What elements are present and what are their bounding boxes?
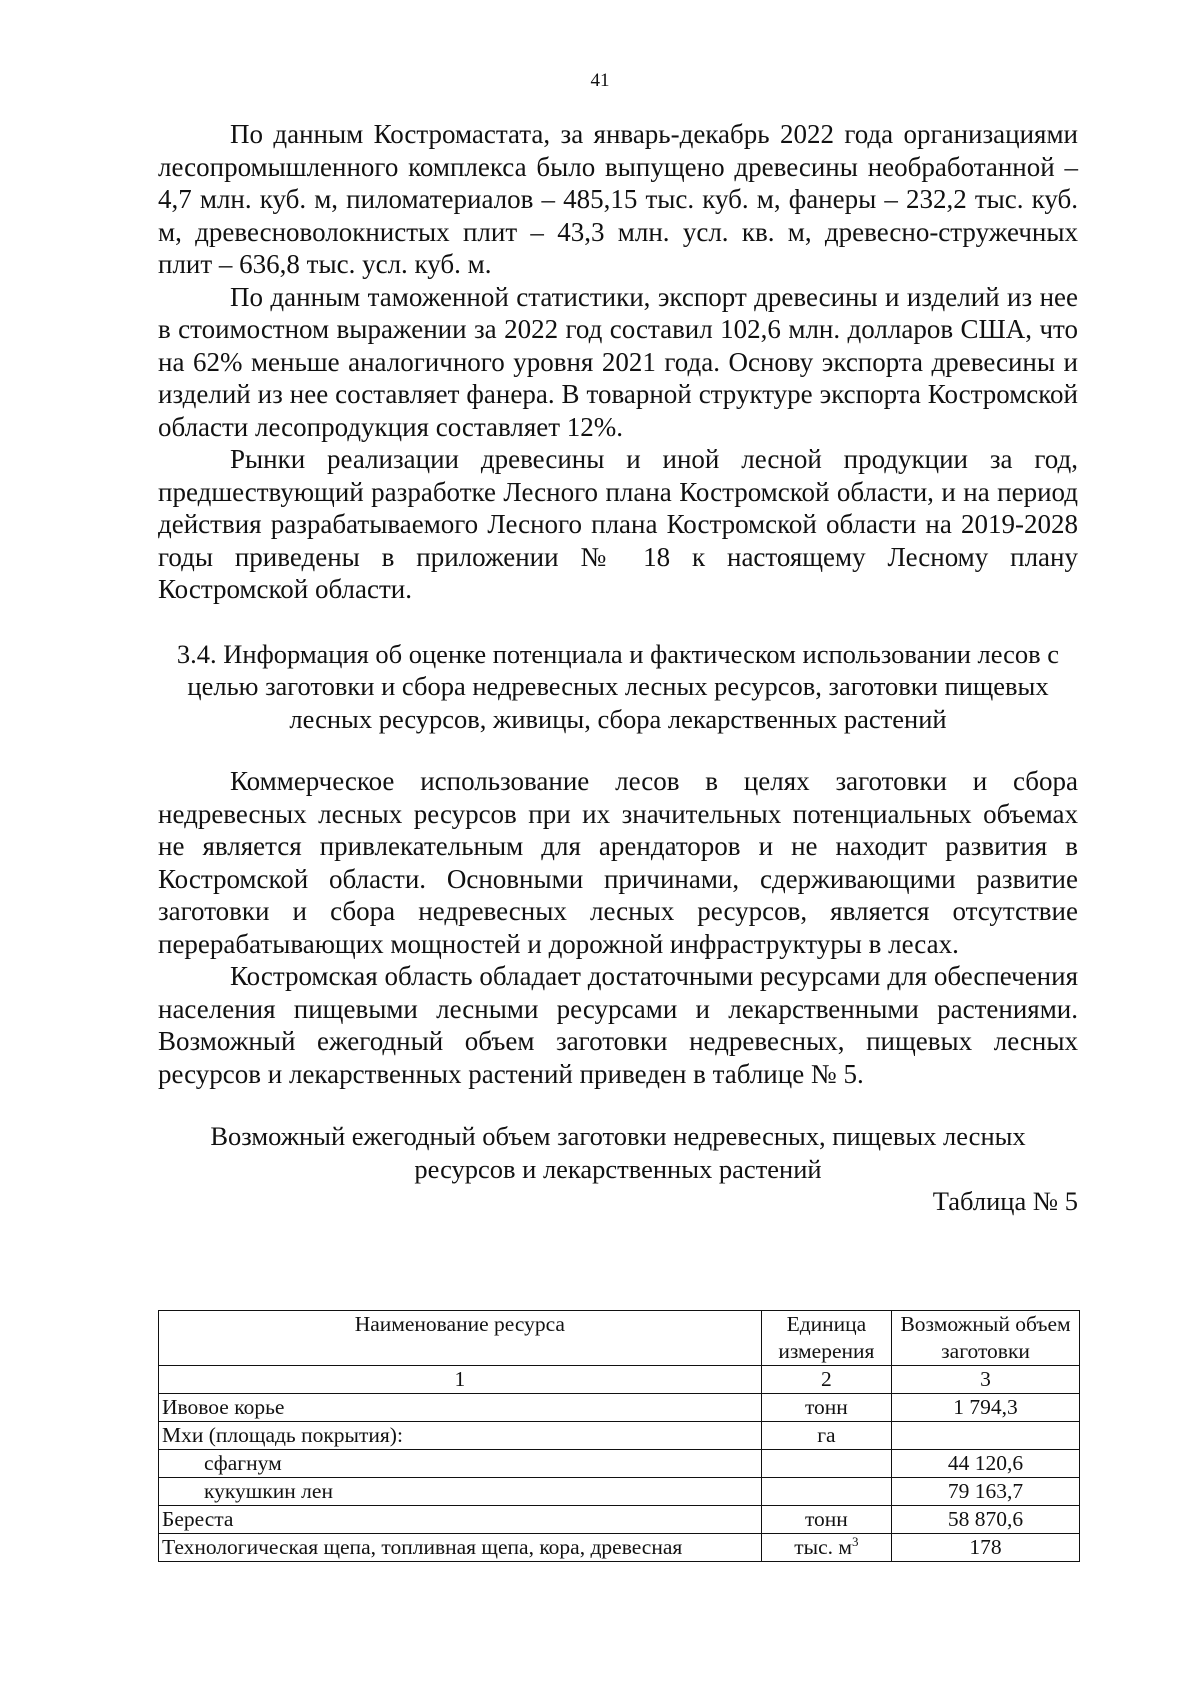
resource-unit — [761, 1534, 891, 1562]
resource-name: Береста — [159, 1506, 762, 1534]
resource-unit: га — [761, 1422, 891, 1450]
resource-volume: 178 — [892, 1534, 1080, 1562]
resource-unit — [761, 1478, 891, 1506]
header-unit: Единица измерения — [761, 1311, 891, 1366]
column-number-2: 2 — [761, 1366, 891, 1394]
unit-superscript: 3 — [852, 1533, 859, 1549]
resource-volume: 44 120,6 — [892, 1450, 1080, 1478]
table-number-row — [159, 1366, 1080, 1394]
table-header-row — [159, 1311, 1080, 1366]
resource-unit: тонн — [761, 1506, 891, 1534]
table-row — [159, 1422, 1080, 1450]
resource-name: сфагнум — [159, 1450, 762, 1478]
table-title: Возможный ежегодный объем заготовки недревесных, пищевых лесных ресурсов и лекарственных растений — [210, 1121, 1026, 1184]
resource-volume — [892, 1422, 1080, 1450]
resource-unit: тонн — [761, 1394, 891, 1422]
header-volume: Возможный объем заготовки — [892, 1311, 1080, 1366]
table-row — [159, 1450, 1080, 1478]
column-number-3: 3 — [892, 1366, 1080, 1394]
resource-name: Мхи (площадь покрытия): — [159, 1422, 762, 1450]
paragraph-commercial-use: Коммерческое использование лесов в целях заготовки и сбора недревесных лесных ресурсов при их значительных потенциальных объемах не является привлекательным для арендаторов и не находит развития в Костромской области. Основными причинами, сдерживающими развитие заготовки и сбора недревесных лесных ресурсов, является отсутствие перерабатывающих мощностей и дорожной инфраструктуры в лесах. — [158, 766, 1078, 959]
resource-volume: 58 870,6 — [892, 1506, 1080, 1534]
paragraph-export: По данным таможенной статистики, экспорт древесины и изделий из нее в стоимостном выражении за 2022 год составил 102,6 млн. долларов США, что на 62% меньше аналогичного уровня 2021 года. Основу экспорта древесины и изделий из нее составляет фанера. В товарной структуре экспорта Костромской области лесопродукция составляет 12%. — [158, 281, 1078, 442]
column-number-1: 1 — [159, 1366, 762, 1394]
resource-volume: 79 163,7 — [892, 1478, 1080, 1506]
table-row — [159, 1394, 1080, 1422]
resource-volume: 1 794,3 — [892, 1394, 1080, 1422]
table-row — [159, 1506, 1080, 1534]
resource-name: Ивовое корье — [159, 1394, 762, 1422]
paragraph-markets: Рынки реализации древесины и иной лесной продукции за год, предшествующий разработке Лесного плана Костромской области, и на период действия разрабатываемого Лесного плана Костромской области на 2019-2028 годы приведены в приложении № 18 к настоящему Лесному плану Костромской области. — [158, 444, 1078, 604]
page-number: 41 — [590, 70, 610, 91]
paragraph-resources: Костромская область обладает достаточными ресурсами для обеспечения населения пищевыми лесными ресурсами и лекарственными растениями. Возможный ежегодный объем заготовки недревесных, пищевых лесных ресурсов и лекарственных растений приведен в таблице № 5. — [158, 961, 1078, 1089]
paragraph-production: По данным Костромастата, за январь-декабрь 2022 года организациями лесопромышленного комплекса было выпущено древесины необработанной – 4,7 млн. куб. м, пиломатериалов – 485,15 тыс. куб. м, фанеры – 232,2 тыс. куб. м, древесноволокнистых плит – 43,3 млн. усл. кв. м, древесно-стружечных плит – 636,8 тыс. усл. куб. м. — [158, 119, 1078, 279]
table-label: Таблица № 5 — [932, 1186, 1078, 1216]
body-text — [158, 118, 1078, 1218]
resource-unit — [761, 1450, 891, 1478]
resource-name: кукушкин лен — [159, 1478, 762, 1506]
header-resource-name: Наименование ресурса — [159, 1311, 762, 1366]
resource-name: Технологическая щепа, топливная щепа, кора, древесная — [159, 1534, 762, 1562]
unit-text: тыс. м — [794, 1535, 852, 1559]
resources-table — [158, 1310, 1080, 1562]
section-heading: 3.4. Информация об оценке потенциала и фактическом использовании лесов с целью заготовки и сбора недревесных лесных ресурсов, заготовки пищевых лесных ресурсов, живицы, сбора лекарственных растений — [176, 638, 1060, 734]
table-row — [159, 1478, 1080, 1506]
table-row — [159, 1534, 1080, 1562]
